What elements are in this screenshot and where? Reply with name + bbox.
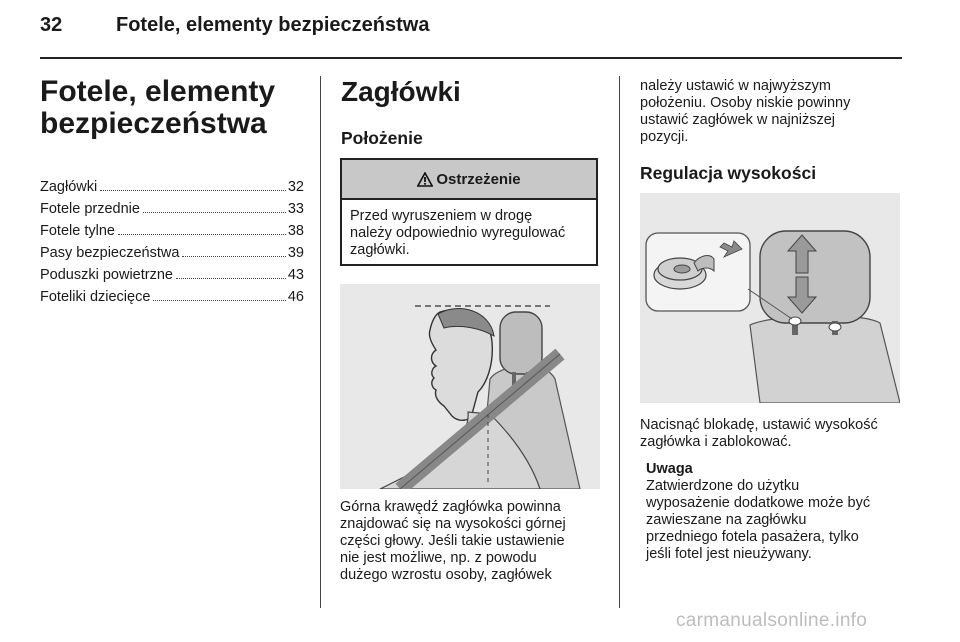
toc-label: Pasy bezpieczeństwa <box>40 245 180 261</box>
toc-page: 39 <box>287 245 304 261</box>
toc-entry[interactable] <box>40 220 304 242</box>
page-number: 32 <box>40 14 63 36</box>
toc-leader <box>100 190 286 191</box>
chapter-title-line-1: Fotele, elementy <box>40 75 276 108</box>
paragraph-headrest-position <box>340 499 602 584</box>
note-box <box>646 461 901 563</box>
column-divider-1 <box>320 76 321 608</box>
toc-page: 32 <box>287 179 304 195</box>
toc-page: 38 <box>287 223 304 239</box>
toc-label: Poduszki powietrzne <box>40 267 173 283</box>
subsection-title-position: Położenie <box>341 128 423 148</box>
paragraph-line: zagłówka i zablokować. <box>640 434 792 450</box>
paragraph-line: położeniu. Osoby niskie powinny <box>640 95 851 111</box>
paragraph-line: należy ustawić w najwyższym <box>640 78 831 94</box>
warning-header <box>342 160 596 200</box>
height-adjustment-illustration <box>640 193 900 403</box>
toc-label: Fotele tylne <box>40 223 115 239</box>
running-head: Fotele, elementy bezpieczeństwa <box>116 14 430 36</box>
chapter-title-line-2: bezpieczeństwa <box>40 107 267 140</box>
headrest-position-image <box>340 284 600 489</box>
warning-title: Ostrzeżenie <box>436 170 521 188</box>
toc-page: 33 <box>287 201 304 217</box>
paragraph-line: Nacisnąć blokadę, ustawić wysokość <box>640 417 878 433</box>
note-line: przedniego fotela pasażera, tylko <box>646 529 859 545</box>
section-title: Zagłówki <box>341 76 461 107</box>
note-line: zawieszane na zagłówku <box>646 512 807 528</box>
toc-page: 43 <box>287 267 304 283</box>
toc-leader <box>118 234 286 235</box>
warning-box <box>340 158 598 266</box>
note-line: jeśli fotel jest nieużywany. <box>646 546 812 562</box>
column-divider-2 <box>619 76 620 608</box>
toc-entry[interactable] <box>40 286 304 308</box>
toc-label: Fotele przednie <box>40 201 140 217</box>
paragraph-line: nie jest możliwe, np. z powodu <box>340 550 537 566</box>
header-rule <box>40 57 902 59</box>
note-title: Uwaga <box>646 461 693 477</box>
toc-label: Foteliki dziecięce <box>40 289 151 305</box>
toc-page: 46 <box>287 289 304 305</box>
table-of-contents <box>40 176 304 308</box>
paragraph-line: ustawić zagłówek w najniższej <box>640 112 836 128</box>
headrest-position-illustration <box>340 284 600 489</box>
toc-leader <box>182 256 285 257</box>
toc-entry[interactable] <box>40 264 304 286</box>
chapter-title <box>40 76 310 140</box>
height-adjustment-image <box>640 193 900 403</box>
paragraph-line: pozycji. <box>640 129 689 145</box>
toc-entry[interactable] <box>40 242 304 264</box>
paragraph-adjust-instructions <box>640 417 910 451</box>
note-line: wyposażenie dodatkowe może być <box>646 495 871 511</box>
toc-leader <box>176 278 286 279</box>
toc-leader <box>153 300 285 301</box>
toc-entry[interactable] <box>40 198 304 220</box>
warning-line: Przed wyruszeniem w drogę <box>350 208 533 224</box>
paragraph-line: znajdować się na wysokości górnej <box>340 516 566 532</box>
warning-body <box>342 200 596 259</box>
paragraph-continued <box>640 78 902 146</box>
warning-line: należy odpowiednio wyregulować <box>350 225 566 241</box>
paragraph-line: dużego wzrostu osoby, zagłówek <box>340 567 552 583</box>
warning-line: zagłówki. <box>350 242 410 258</box>
paragraph-line: części głowy. Jeśli takie ustawienie <box>340 533 565 549</box>
toc-leader <box>143 212 286 213</box>
toc-label: Zagłówki <box>40 179 98 195</box>
note-line: Zatwierdzone do użytku <box>646 478 800 494</box>
watermark: carmanualsonline.info <box>676 610 868 631</box>
paragraph-line: Górna krawędź zagłówka powinna <box>340 499 561 515</box>
warning-triangle-icon <box>417 172 433 187</box>
subsection-title-height-adjustment: Regulacja wysokości <box>640 163 817 183</box>
toc-entry[interactable] <box>40 176 304 198</box>
